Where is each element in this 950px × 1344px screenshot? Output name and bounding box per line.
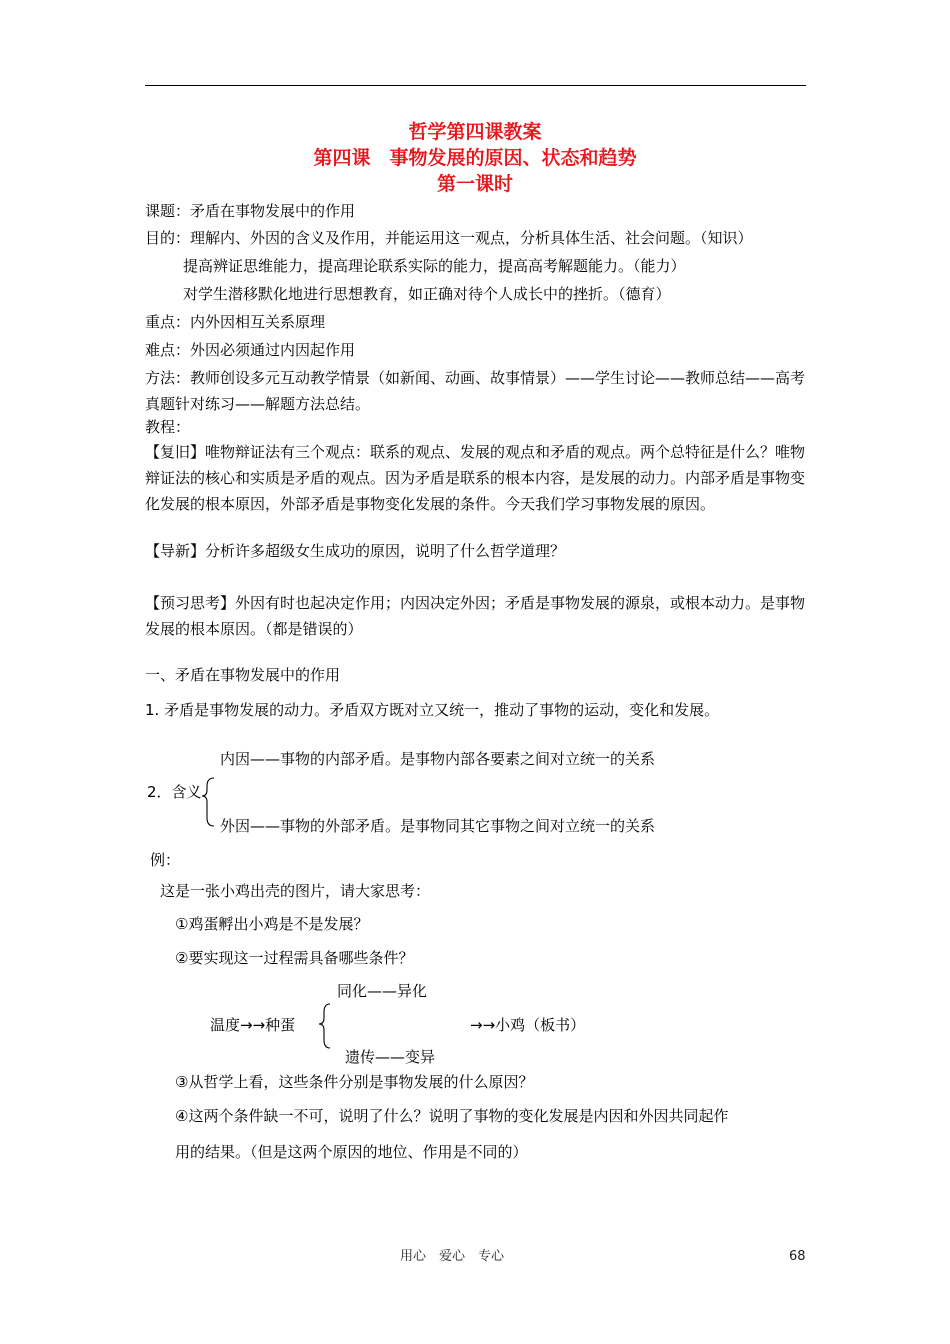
question-two: ②要实现这一过程需具备哪些条件？ <box>175 949 414 967</box>
example-intro: 这是一张小鸡出壳的图片，请大家思考： <box>160 882 431 900</box>
topic-line: 课题：矛盾在事物发展中的作用 <box>145 202 356 220</box>
document-title: 哲学第四课教案 <box>408 121 542 143</box>
section-heading: 一、矛盾在事物发展中的作用 <box>145 666 341 684</box>
diagram-bottom-label: 遗传——变异 <box>345 1048 436 1066</box>
footer-motto: 用心 爱心 专心 <box>400 1249 505 1264</box>
teaching-method: 方法：教师创设多元互动教学情景（如新闻、动画、故事情景）——学生讨论——教师总结——高考真题针对练习——解题方法总结。 <box>145 369 806 413</box>
goal-ability: 提高辨证思维能力，提高理论联系实际的能力，提高高考解题能力。（能力） <box>183 257 686 275</box>
question-four-line2: 用的结果。（但是这两个原因的地位、作用是不同的） <box>175 1143 528 1161</box>
meaning-label: 2．含义 <box>147 783 202 801</box>
diagram-right-label: →→小鸡（板书） <box>470 1016 586 1034</box>
goal-knowledge: 目的：理解内、外因的含义及作用，并能运用这一观点，分析具体生活、社会问题。（知识） <box>145 229 753 247</box>
question-three: ③从哲学上看，这些条件分别是事物发展的什么原因？ <box>175 1073 534 1091</box>
page-number: 68 <box>789 1249 806 1264</box>
preview-paragraph: 【预习思考】外因有时也起决定作用；内因决定外因；矛盾是事物发展的源泉，或根本动力。是事物发展的根本原因。（都是错误的） <box>145 594 806 638</box>
question-four-line1: ④这两个条件缺一不可，说明了什么？说明了事物的变化发展是内因和外因共同起作 <box>175 1107 729 1125</box>
external-cause-definition: 外因——事物的外部矛盾。是事物同其它事物之间对立统一的关系 <box>220 817 656 835</box>
difficult-point: 难点：外因必须通过内因起作用 <box>145 341 356 359</box>
lesson-title: 第四课 事物发展的原因、状态和趋势 <box>313 147 637 169</box>
diagram-left-label: 温度→→种蛋 <box>210 1016 296 1034</box>
meaning-brace <box>202 778 214 826</box>
intro-paragraph: 【导新】分析许多超级女生成功的原因，说明了什么哲学道理？ <box>145 542 566 560</box>
lesson-period: 第一课时 <box>436 173 513 195</box>
key-point: 重点：内外因相互关系原理 <box>145 313 326 331</box>
diagram-brace <box>319 1004 330 1048</box>
goal-moral: 对学生潜移默化地进行思想教育，如正确对待个人成长中的挫折。（德育） <box>183 285 671 303</box>
internal-cause-definition: 内因——事物的内部矛盾。是事物内部各要素之间对立统一的关系 <box>220 750 656 768</box>
review-paragraph: 【复旧】唯物辩证法有三个观点：联系的观点、发展的观点和矛盾的观点。两个总特征是什么？唯物辩证法的核心和实质是矛盾的观点。因为矛盾是联系的根本内容，是发展的动力。内部矛盾是事物变化发展的根本原因，外部矛盾是事物变化发展的条件。今天我们学习事物发展的原因。 <box>145 443 806 513</box>
diagram-top-label: 同化——异化 <box>337 982 428 1000</box>
process-label: 教程： <box>145 418 191 436</box>
point-one: 1. 矛盾是事物发展的动力。矛盾双方既对立又统一，推动了事物的运动，变化和发展。 <box>145 701 720 719</box>
example-label: 例： <box>150 851 181 869</box>
question-one: ①鸡蛋孵出小鸡是不是发展？ <box>175 915 369 933</box>
